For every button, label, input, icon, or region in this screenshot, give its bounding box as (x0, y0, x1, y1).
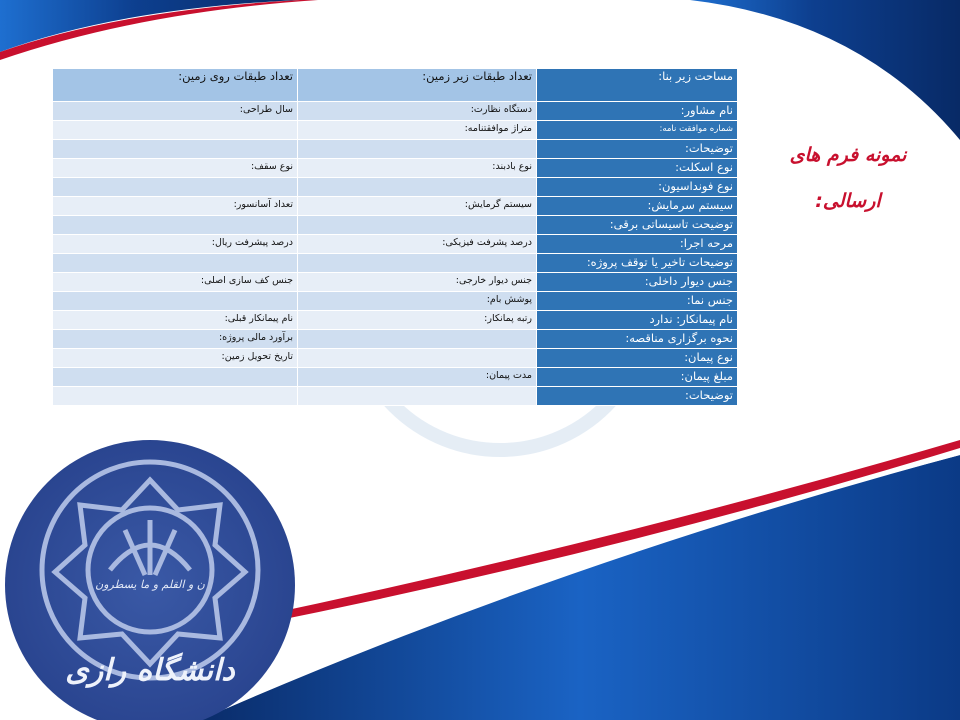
table-header-row (53, 69, 738, 102)
row-label-cell: مبلغ پیمان: (537, 368, 738, 387)
slide-title-line-2: ارسالی: (815, 190, 881, 212)
row-mid-cell: مدت پیمان: (298, 368, 537, 387)
row-left-cell: نوع سقف: (53, 159, 298, 178)
row-label-cell: نحوه برگزاری مناقصه: (537, 330, 738, 349)
row-label-cell: نام پیمانکار: ندارد (537, 311, 738, 330)
row-label-cell: سیستم سرمایش: (537, 197, 738, 216)
table-row (53, 159, 738, 178)
table-row (53, 121, 738, 140)
row-left-cell (53, 121, 298, 140)
row-mid-cell: نوع بادبند: (298, 159, 537, 178)
row-label-cell: نام مشاور: (537, 102, 738, 121)
table-row (53, 178, 738, 197)
row-label-cell: توضیحات: (537, 140, 738, 159)
row-mid-cell: پوشش بام: (298, 292, 537, 311)
seal-motto: ن و القلم و ما یسطرون (95, 578, 205, 591)
row-left-cell (53, 216, 298, 235)
row-mid-cell: دستگاه نظارت: (298, 102, 537, 121)
table-row (53, 235, 738, 254)
table-row (53, 273, 738, 292)
slide-title-line-1: نمونه فرم های (789, 144, 907, 166)
row-mid-cell: رتبه پمانکار: (298, 311, 537, 330)
row-label-cell: جنس دیوار داخلی: (537, 273, 738, 292)
header-left-cell: تعداد طبقات روی زمین: (53, 69, 298, 102)
table-row (53, 387, 738, 406)
seal-university-name: دانشگاه رازی (65, 653, 235, 688)
row-label-cell: نوع پیمان: (537, 349, 738, 368)
row-mid-cell (298, 216, 537, 235)
table-row (53, 311, 738, 330)
row-mid-cell (298, 349, 537, 368)
row-label-cell: جنس نما: (537, 292, 738, 311)
row-left-cell: تاریخ تحویل زمین: (53, 349, 298, 368)
row-mid-cell: جنس دیوار خارجی: (298, 273, 537, 292)
table-row (53, 254, 738, 273)
table-row (53, 140, 738, 159)
row-label-cell: شماره موافقت نامه: (537, 121, 738, 140)
table-row (53, 349, 738, 368)
row-mid-cell (298, 140, 537, 159)
row-left-cell (53, 254, 298, 273)
row-mid-cell: متراژ موافقتنامه: (298, 121, 537, 140)
row-label-cell: مرحه اجرا: (537, 235, 738, 254)
table-row (53, 197, 738, 216)
row-left-cell (53, 178, 298, 197)
row-label-cell: نوع فونداسیون: (537, 178, 738, 197)
row-left-cell (53, 292, 298, 311)
row-left-cell: برآورد مالی پروژه: (53, 330, 298, 349)
row-mid-cell (298, 254, 537, 273)
header-label-cell: مساحت زیر بنا: (537, 69, 738, 102)
header-mid-cell: تعداد طبقات زیر زمین: (298, 69, 537, 102)
table-row (53, 368, 738, 387)
row-left-cell: سال طراحی: (53, 102, 298, 121)
row-label-cell: نوع اسکلت: (537, 159, 738, 178)
row-label-cell: توضیحات: (537, 387, 738, 406)
slide-title (748, 132, 948, 224)
row-left-cell: تعداد آسانسور: (53, 197, 298, 216)
project-form-table (52, 68, 738, 406)
table-row (53, 216, 738, 235)
table-row (53, 102, 738, 121)
row-left-cell: درصد پیشرفت ریال: (53, 235, 298, 254)
row-left-cell (53, 387, 298, 406)
row-left-cell (53, 140, 298, 159)
row-mid-cell (298, 330, 537, 349)
university-seal (0, 440, 300, 720)
row-mid-cell (298, 178, 537, 197)
table-row (53, 292, 738, 311)
table-row (53, 330, 738, 349)
row-label-cell: توضیحات تاخیر یا توقف پروژه: (537, 254, 738, 273)
row-left-cell (53, 368, 298, 387)
row-label-cell: توضیحت تاسیساتی برقی: (537, 216, 738, 235)
row-left-cell: جنس کف سازی اصلی: (53, 273, 298, 292)
row-mid-cell (298, 387, 537, 406)
row-mid-cell: سیستم گرمایش: (298, 197, 537, 216)
row-mid-cell: درصد پشرفت فیزیکی: (298, 235, 537, 254)
row-left-cell: نام پیمانکار قبلی: (53, 311, 298, 330)
